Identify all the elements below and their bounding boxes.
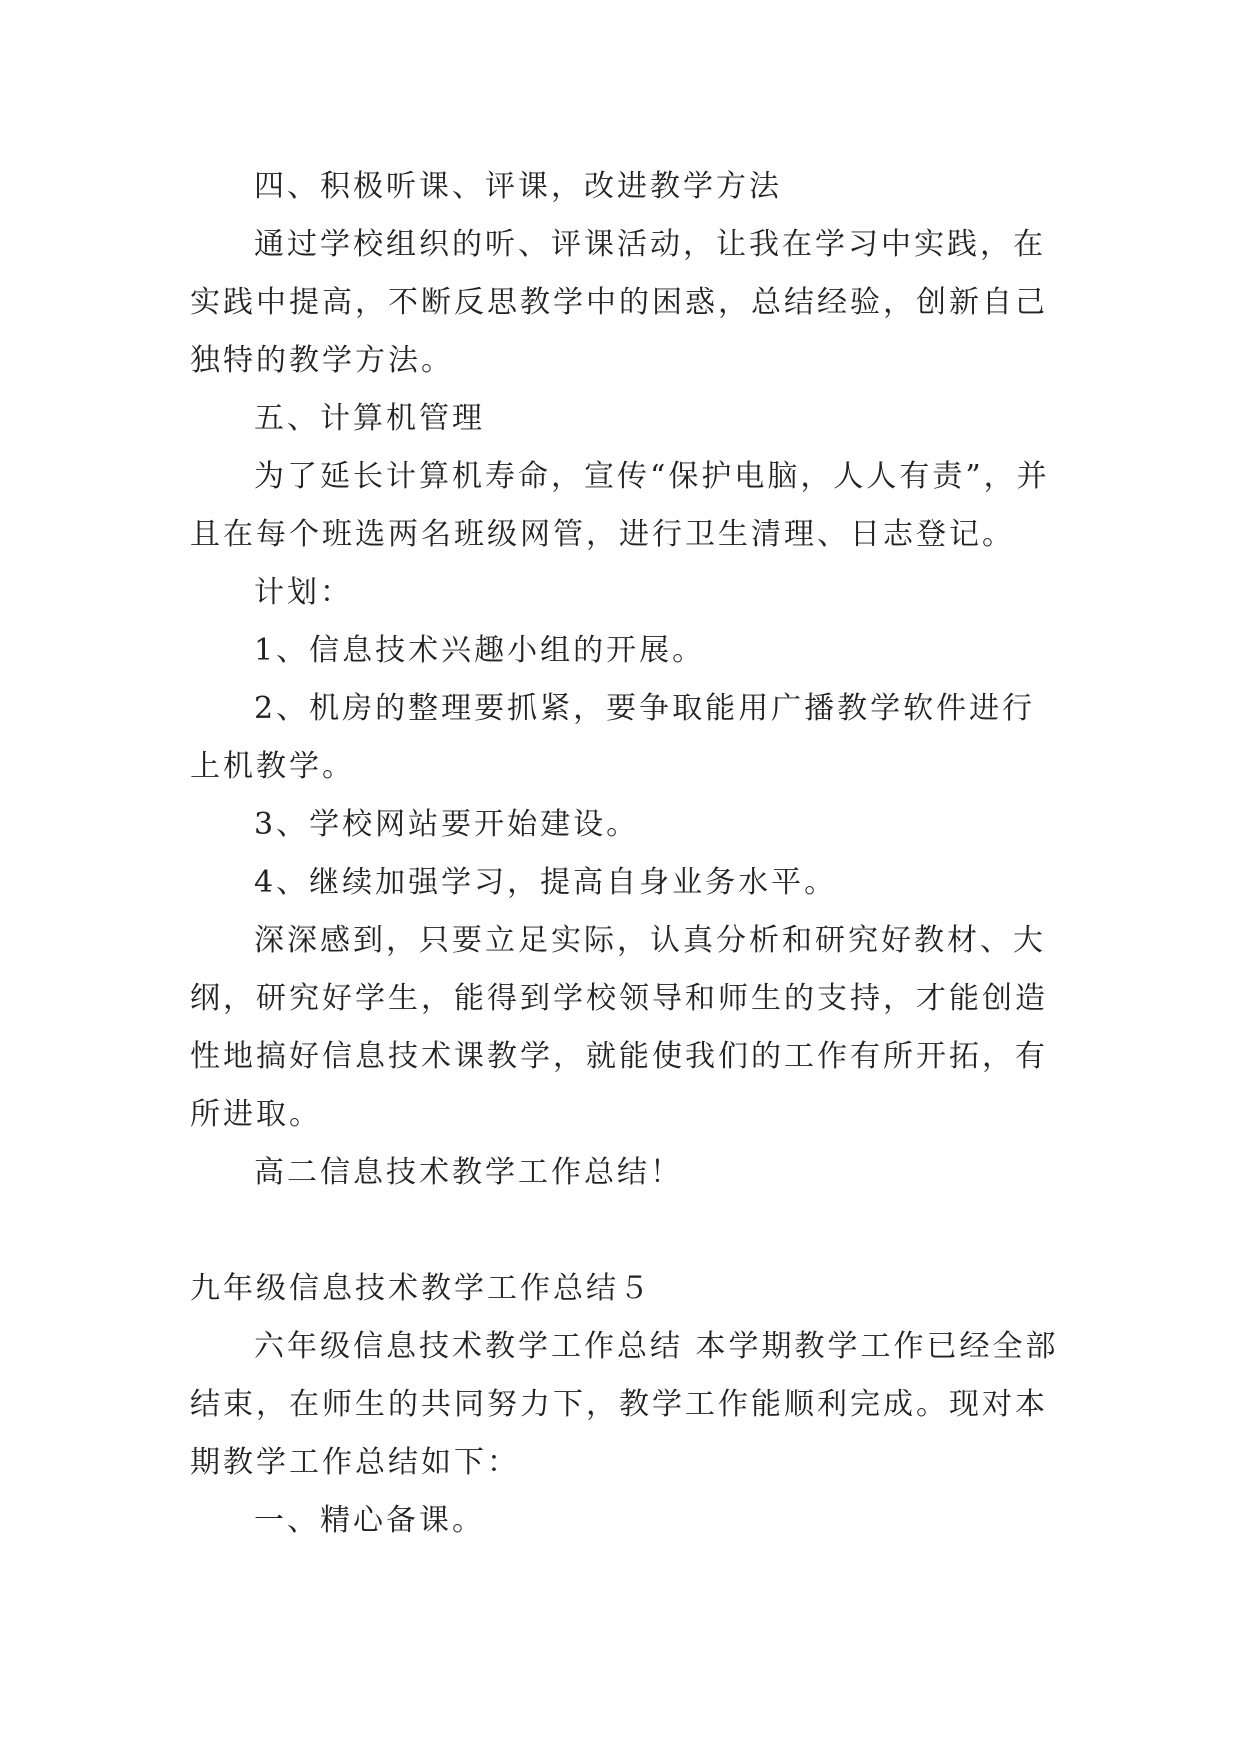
document-body — [190, 158, 1065, 1550]
plan-item-2: 2、机房的整理要抓紧，要争取能用广播教学软件进行上机教学。 — [190, 691, 1036, 784]
heading-listen-evaluate: 四、积极听课、评课，改进教学方法 — [254, 169, 782, 204]
paragraph-intro: 六年级信息技术教学工作总结 本学期教学工作已经全部结束，在师生的共同努力下，教学工作能顺利完成。现对本期教学工作总结如下： — [190, 1329, 1059, 1480]
heading-plan: 计划： — [254, 575, 353, 610]
paragraph-conclusion: 深深感到，只要立足实际，认真分析和研究好教材、大纲，研究好学生，能得到学校领导和师生的支持，才能创造性地搞好信息技术课教学，就能使我们的工作有所开拓，有所进取。 — [190, 923, 1048, 1132]
section-title: 九年级信息技术教学工作总结５ — [190, 1271, 652, 1306]
blank-line — [190, 1202, 1065, 1260]
plan-item-4: 4、继续加强学习，提高自身业务水平。 — [254, 865, 838, 900]
heading-computer-management: 五、计算机管理 — [254, 401, 485, 436]
paragraph-listen-evaluate: 通过学校组织的听、评课活动，让我在学习中实践，在实践中提高，不断反思教学中的困惑，总结经验，创新自己独特的教学方法。 — [190, 227, 1048, 378]
plan-item-1: 1、信息技术兴趣小组的开展。 — [254, 633, 706, 668]
plan-item-3: 3、学校网站要开始建设。 — [254, 807, 640, 842]
paragraph-computer-management: 为了延长计算机寿命，宣传“保护电脑，人人有责”，并且在每个班选两名班级网管，进行卫生清理、日志登记。 — [190, 459, 1050, 552]
closing-line: 高二信息技术教学工作总结！ — [254, 1155, 683, 1190]
heading-prepare-lessons: 一、精心备课。 — [254, 1503, 485, 1538]
